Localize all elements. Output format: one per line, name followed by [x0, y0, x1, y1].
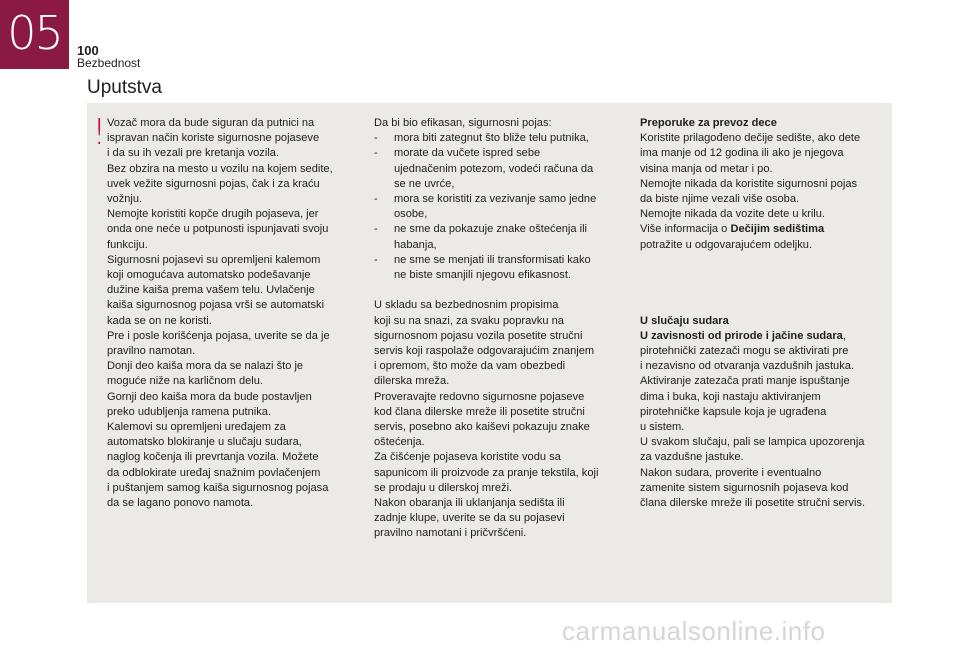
- warning-line: kaiša sigurnosnog pojasa vrši se automatski: [107, 299, 325, 312]
- dash-bullet: -: [374, 132, 378, 145]
- dash-bullet: -: [374, 147, 378, 160]
- children-heading: Preporuke za prevoz dece: [640, 117, 777, 129]
- accident-line: zamenite sistem sigurnosnih pojaseva kod: [640, 481, 849, 494]
- efficiency-item: [374, 253, 626, 283]
- warning-line: Pre i posle korišćenja pojasa, uverite se da je: [107, 329, 330, 342]
- warning-line: Gornji deo kaiša mora da bude postavljen: [107, 390, 312, 403]
- page-number: 100: [77, 43, 99, 58]
- efficiency-item-line: osobe,: [394, 208, 428, 221]
- warning-line: dužine kaiša prema vašem telu. Uvlačenje: [107, 284, 315, 297]
- accident-heading: U slučaju sudara: [640, 314, 729, 327]
- warning-line: funkciju.: [107, 238, 148, 251]
- accident-line: Nakon sudara, proverite i eventualno: [640, 466, 822, 479]
- warning-line: ispravan način koriste sigurnosne pojaseve: [107, 132, 320, 145]
- accident-line: pirotehnički zatezači mogu se aktivirati pre: [640, 344, 849, 357]
- warning-line: naglog kočenja ili prevrtanja vozila. Možete: [107, 451, 319, 464]
- warning-line: da odblokirate uređaj snažnim povlačenjem: [107, 466, 321, 479]
- maintenance-line: i opremom, što može da vam obezbedi: [374, 360, 566, 373]
- efficiency-item-line: se ne uvrće,: [394, 177, 455, 190]
- efficiency-intro: Da bi bio efikasan, sigurnosni pojas:: [374, 117, 552, 129]
- warning-line: Bez obzira na mesto u vozilu na kojem sedite,: [107, 162, 333, 175]
- dash-bullet: -: [374, 223, 378, 236]
- maintenance-line: kod člana dilerske mreže ili posetite stručni: [374, 405, 585, 418]
- maintenance-line: se prodaju u dilerskoj mreži.: [374, 481, 513, 494]
- watermark: carmanualsonline.info: [562, 616, 826, 646]
- efficiency-item-line: ujednačenim potezom, vodeći računa da: [394, 162, 594, 175]
- children-line: ima manje od 12 godina ili ako je njegova: [640, 147, 844, 160]
- chapter-tab: [0, 0, 69, 69]
- accident-line: za vazdušne jastuke.: [640, 451, 744, 464]
- accident-line: člana dilerske mreže ili posetite stručni servis.: [640, 497, 866, 510]
- warning-line: Vozač mora da bude siguran da putnici na: [107, 117, 315, 129]
- warning-line: Sigurnosni pojasevi su opremljeni kalemom: [107, 253, 321, 266]
- accident-line: pirotehničke kapsule koja je ugrađena: [640, 405, 827, 418]
- maintenance-line: pravilno namotani i pričvršćeni.: [374, 527, 527, 540]
- warning-line: Kalemovi su opremljeni uređajem za: [107, 421, 286, 434]
- maintenance-line: servis, posebno ako kaiševi pokazuju znake: [374, 421, 590, 434]
- efficiency-item-line: habanja,: [394, 238, 437, 251]
- maintenance-line: Nakon obaranja ili uklanjanja sedišta ili: [374, 497, 565, 510]
- efficiency-item-line: morate da vučete ispred sebe: [394, 147, 541, 160]
- warning-line: Donji deo kaiša mora da se nalazi što je: [107, 360, 304, 373]
- efficiency-item: [374, 192, 626, 222]
- warning-line: i da su ih vezali pre kretanja vozila.: [107, 147, 280, 160]
- warning-exclamation-icon: !: [92, 112, 107, 153]
- accident-line: Aktiviranje zatezača prati manje ispuštanje: [640, 375, 850, 388]
- maintenance-line: Proveravajte redovno sigurnosne pojaseve: [374, 390, 585, 403]
- maintenance-line: dilerska mreža.: [374, 375, 450, 388]
- maintenance-text: [374, 298, 626, 541]
- efficiency-item-line: ne biste smanjili njegovu efikasnost.: [394, 269, 571, 282]
- maintenance-line: Za čišćenje pojaseva koristite vodu sa: [374, 451, 561, 464]
- efficiency-item: [374, 146, 626, 192]
- warning-line: kada se on ne koristi.: [107, 314, 212, 327]
- section-name: Bezbednost: [77, 56, 141, 70]
- maintenance-line: koji su na snazi, za svaku popravku na: [374, 314, 564, 327]
- efficiency-item-line: mora biti zategnut što bliže telu putnika,: [394, 132, 589, 145]
- accident-line: dima i buka, koji nastaju aktiviranjem: [640, 390, 821, 403]
- warning-line: onda one neće u potpunosti ispunjavati svoju: [107, 223, 329, 236]
- maintenance-line: U skladu sa bezbednosnim propisima: [374, 299, 559, 312]
- warning-line: vožnju.: [107, 193, 143, 206]
- maintenance-line: sapunicom ili proizvode za pranje tekstila, koji: [374, 466, 599, 479]
- children-text: [640, 131, 892, 222]
- efficiency-list: [374, 131, 626, 283]
- warning-line: preko udubljenja ramena putnika.: [107, 405, 272, 418]
- efficiency-item: [374, 222, 626, 252]
- seatbelt-column: [374, 116, 626, 542]
- warning-line: moguće niže na karličnom delu.: [107, 375, 264, 388]
- accident-subheading: U zavisnosti od prirode i jačine sudara,: [640, 329, 846, 342]
- efficiency-item: [374, 131, 626, 146]
- children-line: visina manja od metar i po.: [640, 162, 773, 175]
- children-line: Nemojte nikada da vozite dete u krilu.: [640, 208, 825, 221]
- warning-line: uvek vežite sigurnosni pojas, čak i za kraću: [107, 177, 320, 190]
- maintenance-line: servis koji raspolaže odgovarajućim znanjem: [374, 345, 595, 358]
- children-accident-column: [640, 116, 892, 511]
- warning-line: i puštanjem samog kaiša sigurnosnog pojasa: [107, 481, 329, 494]
- warning-column: [107, 116, 357, 511]
- warning-line: automatsko blokiranje u slučaju sudara,: [107, 436, 302, 449]
- efficiency-item-line: ne sme da pokazuje znake oštećenja ili: [394, 223, 588, 236]
- accident-line: i nezavisno od otvaranja vazdušnih jastuka.: [640, 360, 854, 373]
- dash-bullet: -: [374, 253, 378, 266]
- warning-line: koji omogućava automatsko podešavanje: [107, 269, 311, 282]
- children-line: da biste njime vezali više osoba.: [640, 193, 800, 206]
- children-more-info-suffix: potražite u odgovarajućem odeljku.: [640, 238, 813, 251]
- warning-line: Nemojte koristiti kopče drugih pojaseva, jer: [107, 208, 319, 221]
- efficiency-item-line: ne sme se menjati ili transformisati kako: [394, 253, 591, 266]
- maintenance-line: oštećenja.: [374, 436, 425, 449]
- children-more-info: Više informacija o Dečijim sedištima: [640, 223, 825, 236]
- accident-line: U svakom slučaju, pali se lampica upozorenja: [640, 436, 865, 449]
- children-line: Koristite prilagođeno dečije sedište, ako dete: [640, 132, 861, 145]
- children-line: Nemojte nikada da koristite sigurnosni pojas: [640, 177, 858, 190]
- page-title: Uputstva: [87, 77, 162, 98]
- chapter-number: 05: [7, 6, 62, 60]
- warning-line: da se lagano ponovo namota.: [107, 497, 254, 510]
- accident-line: u sistem.: [640, 421, 685, 433]
- maintenance-line: sigurnosnom pojasu vozila posetite stručni: [374, 329, 583, 342]
- accident-text: [640, 344, 892, 511]
- child-seats-reference: Dečijim sedištima: [730, 223, 825, 236]
- efficiency-item-line: mora se koristiti za vezivanje samo jedne: [394, 193, 597, 206]
- dash-bullet: -: [374, 193, 378, 206]
- maintenance-line: zadnje klupe, uverite se da su pojasevi: [374, 512, 565, 525]
- warning-line: pravilno namotan.: [107, 345, 196, 358]
